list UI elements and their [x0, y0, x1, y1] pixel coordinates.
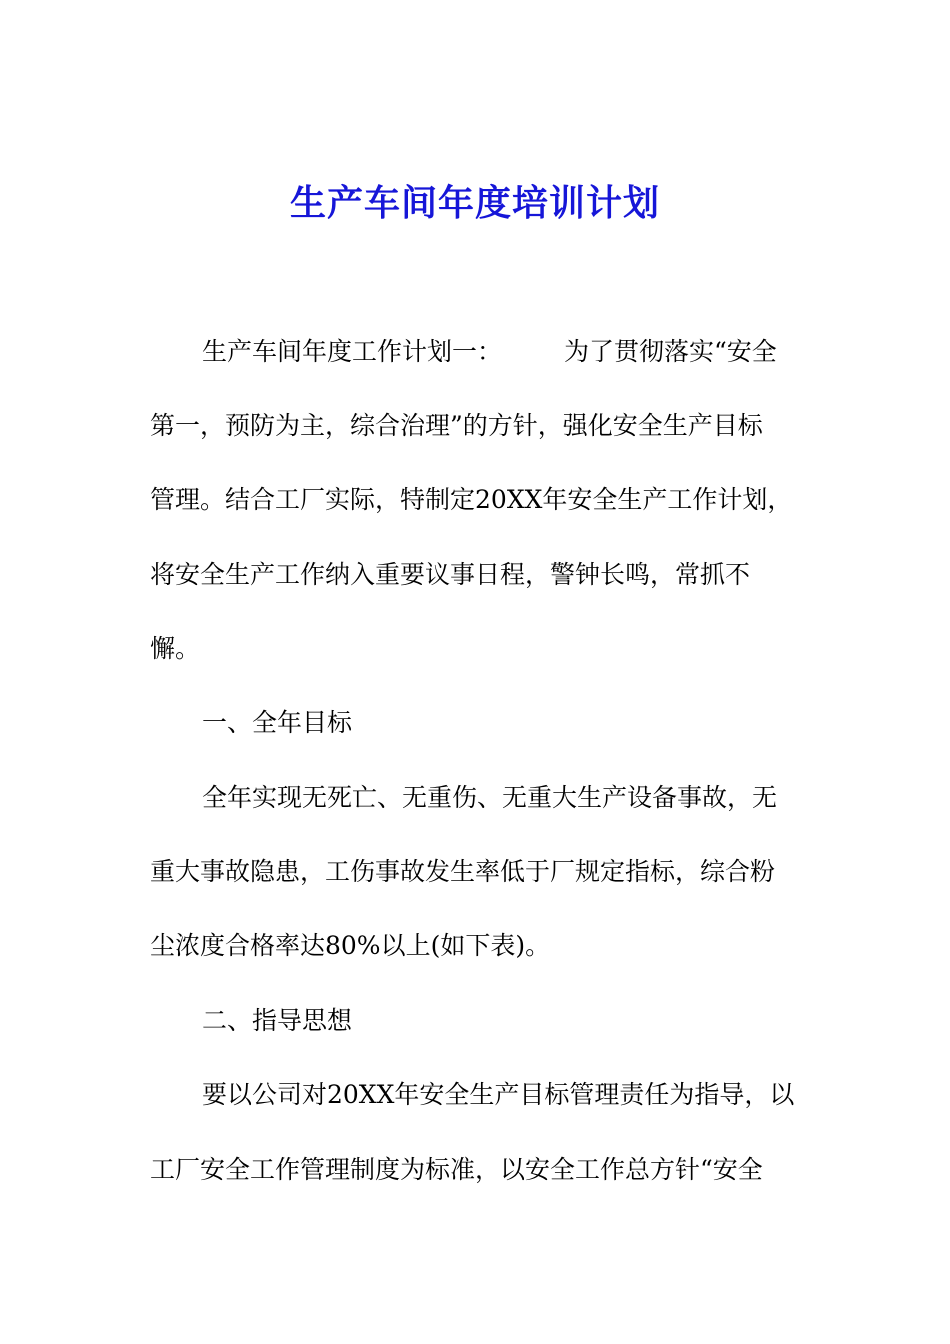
paragraph-line: 工厂安全工作管理制度为标准，以安全工作总方针“安全 — [150, 1155, 763, 1184]
document-title: 生产车间年度培训计划 — [289, 182, 660, 224]
paragraph-line: 第一，预防为主，综合治理”的方针，强化安全生产目标 — [150, 411, 763, 440]
paragraph-line: 懈。 — [150, 634, 201, 663]
paragraph-line: 要以公司对20XX年安全生产目标管理责任为指导，以 — [202, 1080, 795, 1109]
paragraph-line: 全年实现无死亡、无重伤、无重大生产设备事故，无 — [202, 783, 778, 812]
section-heading: 二、指导思想 — [202, 1006, 353, 1035]
paragraph-line: 管理。结合工厂实际，特制定20XX年安全生产工作计划， — [150, 485, 793, 514]
intro-heading: 生产车间年度工作计划一： — [202, 337, 503, 366]
paragraph-line: 尘浓度合格率达80%以上(如下表)。 — [150, 931, 551, 960]
section-heading: 一、全年目标 — [202, 708, 353, 737]
paragraph-line: 将安全生产工作纳入重要议事日程，警钟长鸣，常抓不 — [150, 560, 751, 589]
paragraph-line: 重大事故隐患，工伤事故发生率低于厂规定指标，综合粉 — [150, 857, 776, 886]
paragraph-text: 为了贯彻落实“安全 — [564, 337, 777, 366]
paragraph-line — [202, 334, 862, 370]
